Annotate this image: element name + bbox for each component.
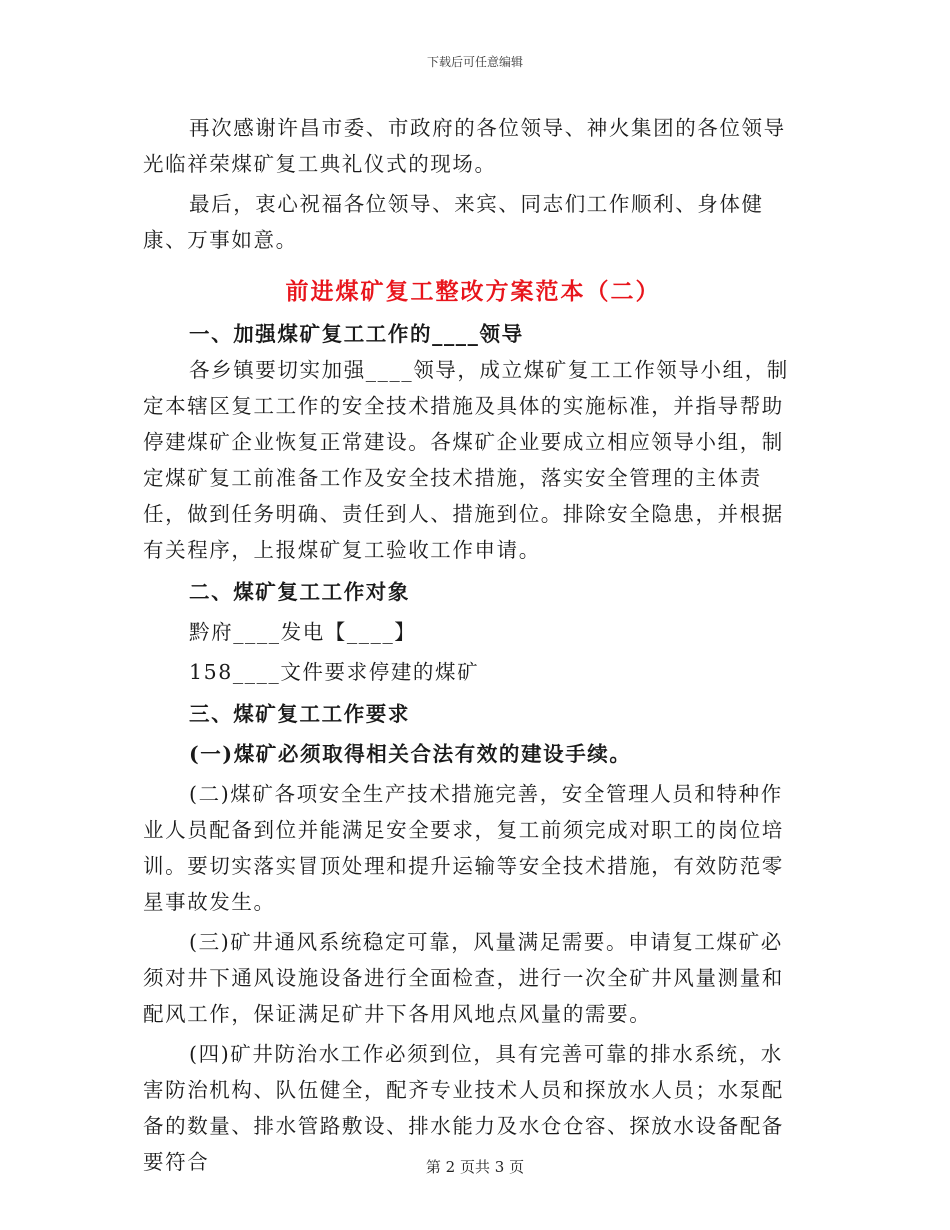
- page-header: 下载后可任意编辑: [426, 55, 523, 69]
- section3-item3: (三)矿井通风系统稳定可靠，风量满足需要。申请复工煤矿必须对井下通风设施设备进行全面检查，进行一次全矿井风量测量和配风工作，保证满足矿井下各用风地点风量的需要。: [143, 930, 784, 1026]
- page-footer: 第 2 页共 3 页: [425, 1158, 525, 1176]
- paragraph-thanks: 再次感谢许昌市委、市政府的各位领导、神火集团的各位领导光临祥荣煤矿复工典礼仪式的现场。: [143, 116, 786, 176]
- section1-body: 各乡镇要切实加强____领导，成立煤矿复工工作领导小组，制定本辖区复工工作的安全技术措施及具体的实施标准，并指导帮助停建煤矿企业恢复正常建设。各煤矿企业要成立相应领导小组，制定煤矿复工前准备工作及安全技术措施，落实安全管理的主体责任，做到任务明确、责任到人、措施到位。排除安全隐患，并根据有关程序，上报煤矿复工验收工作申请。: [143, 358, 789, 562]
- section3-item2: (二)煤矿各项安全生产技术措施完善，安全管理人员和特种作业人员配备到位并能满足安全要求，复工前须完成对职工的岗位培训。要切实落实冒顶处理和提升运输等安全技术措施，有效防范零星事故发生。: [143, 782, 784, 914]
- section2-line2: 158____文件要求停建的煤矿: [189, 660, 480, 684]
- section2-heading: 二、煤矿复工工作对象: [189, 580, 410, 604]
- document-body: [143, 110, 803, 1180]
- document-title: 前进煤矿复工整改方案范本（二）: [285, 278, 661, 305]
- paragraph-closing: 最后，衷心祝福各位领导、来宾、同志们工作顺利、身体健康、万事如意。: [143, 192, 764, 252]
- section3-item4: (四)矿井防治水工作必须到位，具有完善可靠的排水系统，水害防治机构、队伍健全，配齐专业技术人员和探放水人员；水泵配备的数量、排水管路敷设、排水能力及水仓仓容、探放水设备配备要符合: [143, 1042, 784, 1174]
- section2-line1: 黔府____发电【____】: [189, 620, 417, 644]
- section1-heading: 一、加强煤矿复工工作的____领导: [189, 322, 524, 346]
- section3-item1: (一)煤矿必须取得相关合法有效的建设手续。: [189, 742, 632, 766]
- section3-heading: 三、煤矿复工工作要求: [189, 702, 410, 726]
